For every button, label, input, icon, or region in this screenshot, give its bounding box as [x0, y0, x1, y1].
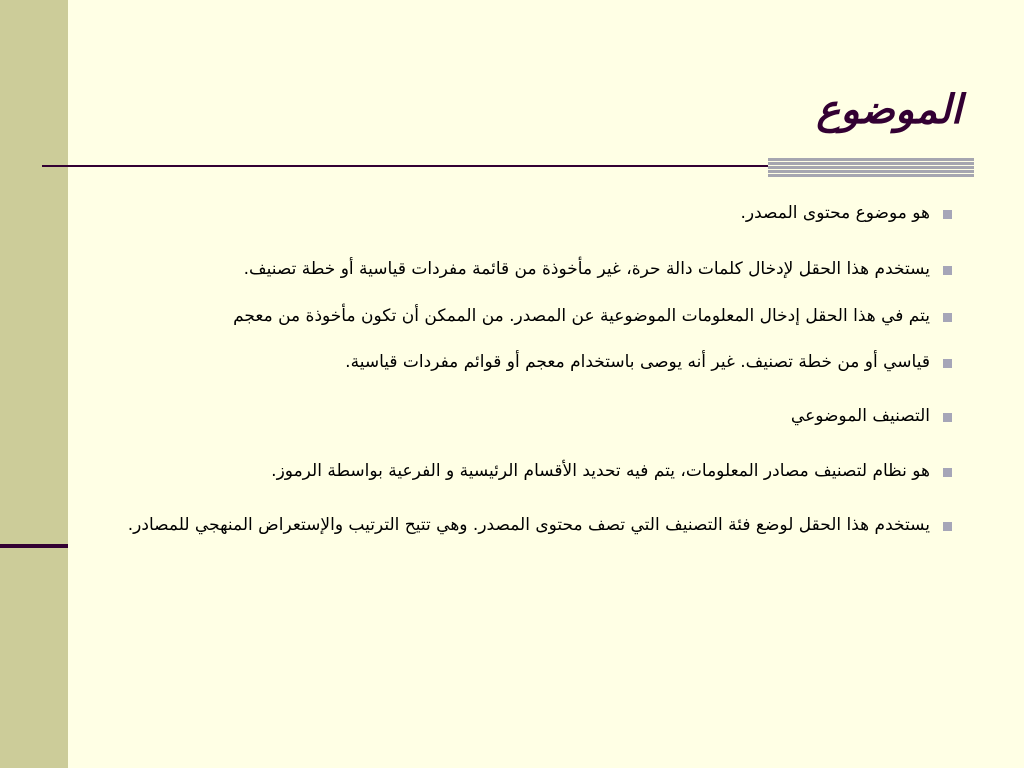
square-bullet-icon: [943, 413, 952, 422]
square-bullet-icon: [943, 313, 952, 322]
bullet-text: يتم في هذا الحقل إدخال المعلومات الموضوعية عن المصدر. من الممكن أن تكون مأخوذة من معجم: [233, 305, 930, 326]
bullet-list: [80, 200, 960, 566]
square-bullet-icon: [943, 468, 952, 477]
left-band-divider: [0, 544, 68, 548]
bullet-text: يستخدم هذا الحقل لإدخال كلمات دالة حرة، غير مأخوذة من قائمة مفردات قياسية أو خطة تصنيف.: [243, 259, 930, 280]
square-bullet-icon: [943, 210, 952, 219]
bullet-item: [80, 512, 960, 538]
bullet-text: هو موضوع محتوى المصدر.: [740, 203, 930, 223]
bullet-item: [80, 458, 960, 484]
left-decorative-band: [0, 0, 68, 768]
bullet-text: قياسي أو من خطة تصنيف. غير أنه يوصى باستخدام معجم أو قوائم مفردات قياسية.: [345, 352, 930, 373]
bullet-item: [80, 256, 960, 282]
square-bullet-icon: [943, 522, 952, 531]
slide-title: الموضوع: [816, 86, 962, 133]
bullet-text: هو نظام لتصنيف مصادر المعلومات، يتم فيه تحديد الأقسام الرئيسية و الفرعية بواسطة الرموز.: [271, 460, 930, 481]
bullet-text: التصنيف الموضوعي: [790, 406, 930, 427]
bullet-item: [80, 403, 960, 429]
bullet-item: [80, 349, 960, 375]
bullet-item: [80, 303, 960, 329]
square-bullet-icon: [943, 266, 952, 275]
bullet-text: يستخدم هذا الحقل لوضع فئة التصنيف التي تصف محتوى المصدر. وهي تتيح الترتيب والإستعراض المنهجي للمصادر.: [127, 515, 930, 536]
square-bullet-icon: [943, 359, 952, 368]
title-accent-bar: [768, 158, 974, 178]
bullet-item: [80, 200, 960, 226]
